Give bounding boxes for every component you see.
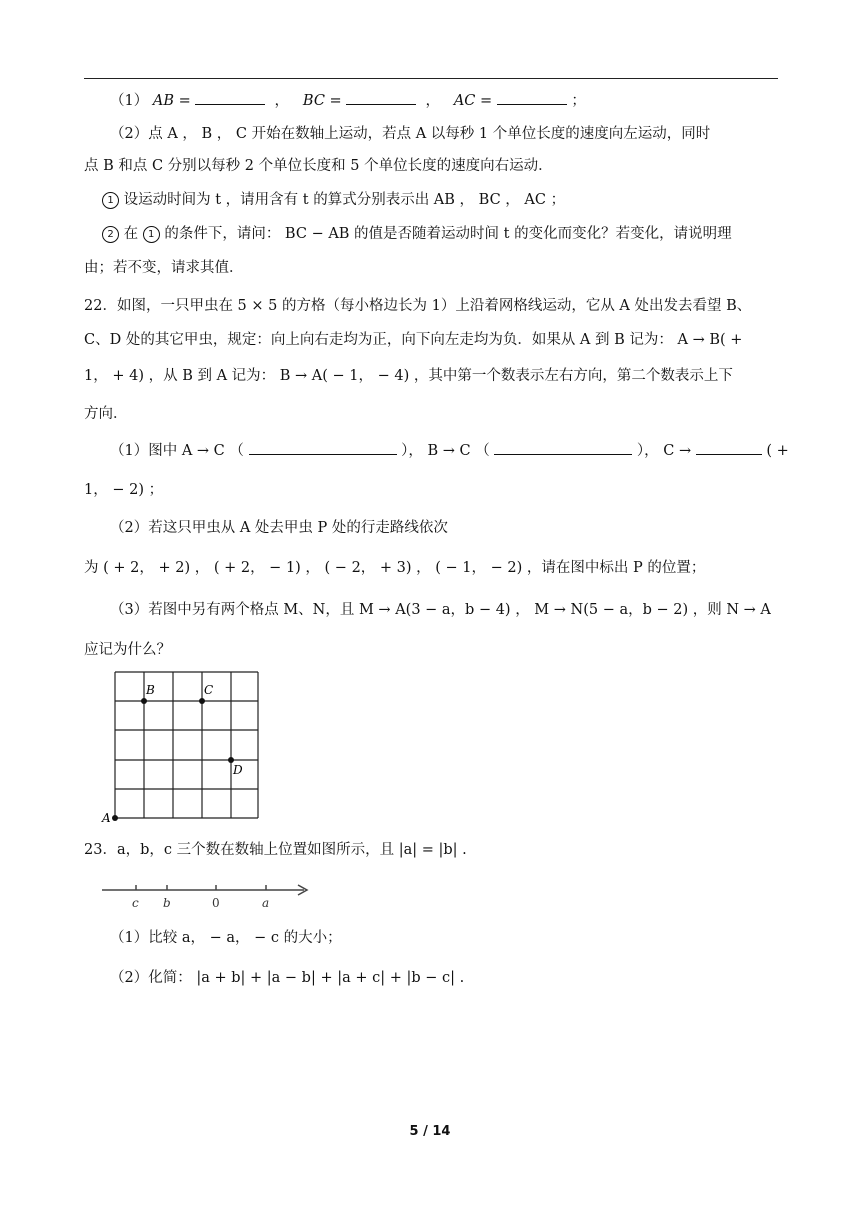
b-to-c-blank[interactable] <box>494 440 632 455</box>
q21-sub2-line2: 由；若不变，请求其值． <box>84 260 244 276</box>
label-a: A <box>102 811 111 825</box>
q21-part1: （1） AB = ， BC = ， AC = ； <box>84 90 778 111</box>
circled-two: 2 <box>102 226 119 243</box>
q22-part2-line2: 为 ( + 2， + 2) ， ( + 2， − 1) ， ( − 2， + 3) ， ( − 1， − 2) ，请在图中标出 P 的位置； <box>84 560 706 576</box>
bc-blank[interactable] <box>346 90 416 105</box>
q22-part2-line1: （2）若这只甲虫从 A 处去甲虫 P 处的行走路线依次 <box>110 520 448 536</box>
axis-label-c: c <box>132 896 139 910</box>
point-b <box>141 698 147 704</box>
page-number: 5 / 14 <box>409 1124 451 1139</box>
q22-part3-line1: （3）若图中另有两个格点 M、N，且 M → A(3 − a，b − 4) ， M → N(5 − a，b − 2) ，则 N → A <box>110 602 771 618</box>
point-a <box>112 815 118 821</box>
ac-blank[interactable] <box>497 90 567 105</box>
axis-label-zero: 0 <box>212 896 220 910</box>
point-c <box>199 698 205 704</box>
label-b: B <box>146 683 155 697</box>
q22-line4: 方向． <box>84 406 128 422</box>
q22-line3: 1， + 4) ，从 B 到 A 记为： B → A( − 1， − 4) ，其中第一个数表示左右方向，第二个数表示上下 <box>84 368 733 384</box>
q21-part2-line1: （2）点 A ， B ， C 开始在数轴上运动，若点 A 以每秒 1 个单位长度的速度向左运动，同时 <box>110 126 711 142</box>
axis-label-a: a <box>262 896 270 910</box>
q23-line1: 23．a，b，c 三个数在数轴上位置如图所示，且 |a| = |b| . <box>84 842 467 858</box>
label-d: D <box>233 763 243 777</box>
q21-part2-line2: 点 B 和点 C 分别以每秒 2 个单位长度和 5 个单位长度的速度向右运动． <box>84 158 553 174</box>
q21-sub2: 2 在 1 的条件下，请问： BC − AB 的值是否随着运动时间 t 的变化而变化？若变化，请说明理 <box>84 224 796 244</box>
c-to-blank[interactable] <box>696 440 762 455</box>
header-rule <box>84 78 778 79</box>
a-to-c-blank[interactable] <box>249 440 397 455</box>
grid-lines <box>115 672 258 818</box>
ab-label: AB = <box>152 93 191 109</box>
axis-label-b: b <box>163 896 171 910</box>
number-line-figure <box>100 880 314 914</box>
q22-part1: （1）图中 A → C （ ）， B → C （ ）， C → ( + <box>84 440 778 461</box>
circled-one-ref: 1 <box>143 226 160 243</box>
bc-label: BC = <box>302 93 342 109</box>
q23-part1: （1）比较 a， − a， − c 的大小； <box>110 930 342 946</box>
q22-line1: 22．如图，一只甲虫在 5 × 5 的方格（每小格边长为 1）上沿着网格线运动，它从 A 处出发去看望 B、 <box>84 298 752 314</box>
ab-blank[interactable] <box>195 90 265 105</box>
grid-figure <box>100 664 270 828</box>
label-c: C <box>204 683 214 697</box>
q22-part1-line2: 1， − 2) ； <box>84 482 164 498</box>
ac-label: AC = <box>453 93 493 109</box>
q21-sub1: 1 设运动时间为 t ，请用含有 t 的算式分别表示出 AB ， BC ， AC ； <box>84 190 796 210</box>
q23-part2: （2）化简： |a + b| + |a − b| + |a + c| + |b − c| . <box>110 970 465 986</box>
q22-line2: C、D 处的其它甲虫，规定：向上向右走均为正，向下向左走均为负．如果从 A 到 B 记为： A → B( + <box>84 332 743 348</box>
circled-one: 1 <box>102 192 119 209</box>
q22-part3-line2: 应记为什么？ <box>84 642 171 658</box>
